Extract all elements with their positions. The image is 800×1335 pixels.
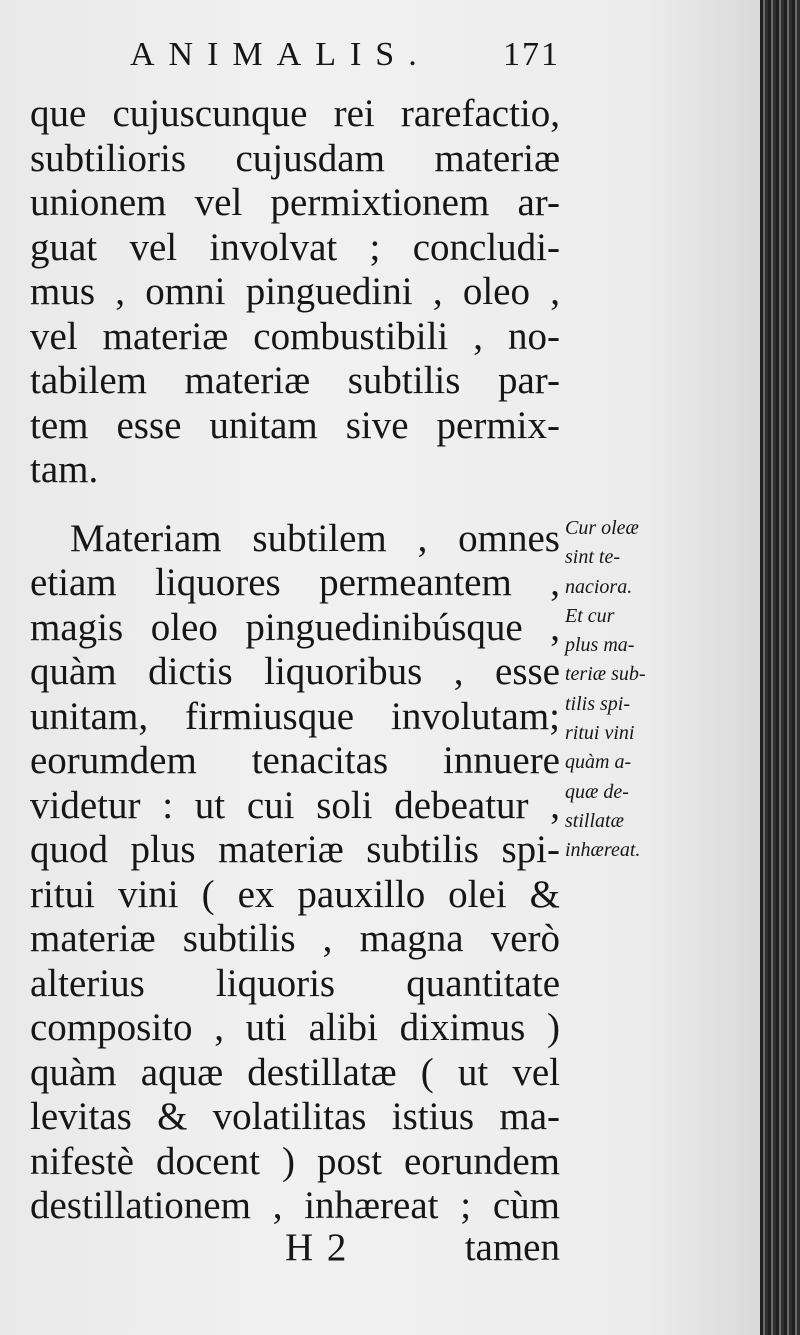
text-line: destillationem , inhæreat ; cùm <box>30 1184 560 1227</box>
signature-mark: H 2 <box>285 1226 349 1269</box>
note-line: Cur oleæ <box>565 517 639 539</box>
running-head-title: ANIMALIS. <box>130 36 431 73</box>
text-line: unitam, firmiusque involutam; <box>30 694 560 738</box>
text-line: quàm dictis liquoribus , esse <box>30 650 560 693</box>
page-number: 171 <box>503 36 560 73</box>
text-line: subtilioris cujusdam materiæ <box>30 136 560 180</box>
text-line: composito , uti alibi diximus ) <box>30 1006 560 1049</box>
text-line: magis oleo pinguedinibúsque , <box>30 605 560 649</box>
text-line: quàm aquæ destillatæ ( ut vel <box>30 1050 560 1094</box>
note-line: sint te- <box>565 546 620 569</box>
text-line: levitas & volatilitas istius ma- <box>30 1095 560 1138</box>
page-edges <box>760 0 800 1335</box>
note-line: naciora. <box>565 575 633 598</box>
note-line: quæ de- <box>565 780 629 803</box>
note-line: plus ma- <box>565 634 635 657</box>
note-line: Et cur <box>565 604 615 627</box>
text-line: ritui vini ( ex pauxillo olei & <box>30 872 560 916</box>
note-line: stillatæ <box>565 809 624 832</box>
note-line: tilis spi- <box>565 692 631 715</box>
text-line: unionem vel permixtionem ar- <box>30 181 560 224</box>
text-line: que cujuscunque rei rarefactio, <box>30 92 560 135</box>
paragraph-1 <box>30 92 560 493</box>
text-line: guat vel involvat ; concludi- <box>30 225 560 269</box>
text-line: mus , omni pinguedini , oleo , <box>30 270 560 313</box>
note-line: inhæreat. <box>565 839 641 862</box>
note-line: quàm a- <box>565 751 632 774</box>
text-line: vel materiæ combustibili , no- <box>30 314 560 358</box>
text-line: tabilem materiæ subtilis par- <box>30 359 560 402</box>
note-line: ritui vini <box>565 722 635 745</box>
page-footer <box>30 1226 560 1270</box>
text-line: tem esse unitam sive permix- <box>30 403 560 447</box>
text-line: materiæ subtilis , magna verò <box>30 917 560 960</box>
paragraph-gap <box>30 493 560 517</box>
text-line: videtur : ut cui soli debeatur , <box>30 783 560 827</box>
text-line: eorumdem tenacitas innuere <box>30 739 560 782</box>
text-line: quod plus materiæ subtilis spi- <box>30 828 560 871</box>
note-line: teriæ sub- <box>565 663 646 686</box>
text-line: etiam liquores permeantem , <box>30 561 560 604</box>
marginal-note <box>565 514 675 866</box>
text-line: nifestè docent ) post eorundem <box>30 1139 560 1183</box>
running-head <box>130 36 560 86</box>
main-text-block <box>30 92 560 1229</box>
text-line: alterius liquoris quantitate <box>30 961 560 1005</box>
catchword: tamen <box>464 1226 560 1269</box>
paragraph-2 <box>30 517 560 1229</box>
text-line: tam. <box>30 448 99 491</box>
text-line: Materiam subtilem , omnes <box>70 516 560 560</box>
